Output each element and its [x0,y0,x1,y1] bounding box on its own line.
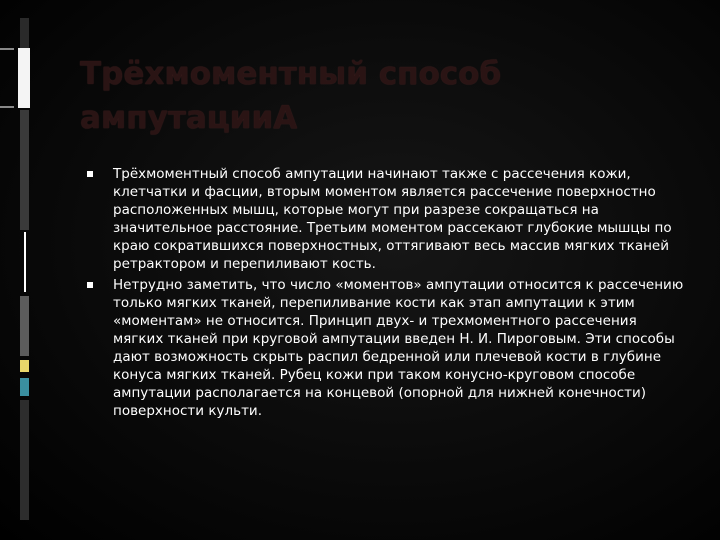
decorative-bar [20,18,29,50]
decorative-bar [18,48,30,108]
decorative-bar [24,232,26,292]
slide-title: Трёхмоментный способ ампутацииА [80,56,502,136]
decorative-sidebar [0,0,30,540]
square-bullet-icon [87,171,93,177]
decorative-bar-yellow [20,360,29,372]
decorative-bar-teal [20,378,29,396]
decorative-bar [20,296,29,356]
bullet-text: Нетрудно заметить, что число «моментов» ампутации относится к рассечению только мягких тканей, перепиливание кости как этап ампутации к этим «моментам» не относится. Принцип двух- и трехмоментного рассечения мягких тканей при круговой ампутации введен Н. И. Пироговым. Эти способы дают возможность скрыть распил бедренной или плечевой кости в глубине конуса мягких тканей. Рубец кожи при таком конусно-круговом способе ампутации располагается на концевой (опорной для нижней конечности) поверхности культи. [113,277,684,419]
bullet-text: Трёхмоментный способ ампутации начинают также с рассечения кожи, клетчатки и фасции, вторым моментом является рассечение поверхностно расположенных мышц, которые могут при разрезе сокращаться на значительное расстояние. Третьим моментом рассекают глубокие мышцы по краю сократившихся поверхностных, оттягивают весь массив мягких тканей ретрактором и перепиливают кость. [113,166,672,272]
decorative-bar [20,400,29,520]
list-item [88,276,688,420]
list-item [88,165,688,273]
decorative-line [0,48,14,108]
square-bullet-icon [87,282,93,288]
slide-content [88,165,688,423]
decorative-bar [20,110,29,230]
